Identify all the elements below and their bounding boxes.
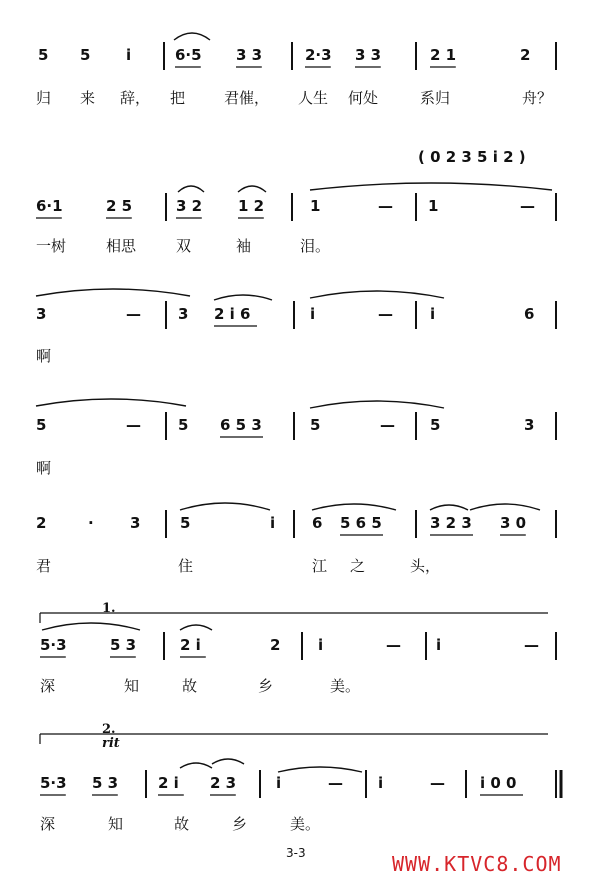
note-token: 5 3	[92, 774, 119, 792]
note-token: 5	[430, 416, 441, 434]
note-token: 6·5	[175, 46, 202, 64]
lyric-word: 啊	[36, 347, 52, 365]
note-token: 2 3	[210, 774, 237, 792]
slur-arc	[430, 505, 468, 510]
lyric-word: 知	[108, 815, 124, 833]
note-token: i	[430, 305, 436, 323]
lyric-word: 深	[40, 815, 56, 833]
note-token: i	[318, 636, 324, 654]
slur-arc	[238, 186, 266, 192]
note-token: i	[270, 514, 276, 532]
slur-arc	[42, 623, 140, 630]
note-token: 6	[312, 514, 323, 532]
note-token: 3 3	[236, 46, 263, 64]
lyric-word: 人生	[298, 89, 329, 107]
note-token: 3 2	[176, 197, 203, 215]
lyric-word: 舟？	[522, 89, 553, 107]
lyric-word: 美。	[330, 677, 361, 695]
note-token: 5·3	[40, 636, 67, 654]
note-token: 2 1	[430, 46, 457, 64]
note-token: 5	[180, 514, 191, 532]
note-token: 5 3	[110, 636, 137, 654]
note-token: i 0 0	[480, 774, 517, 792]
lyric-word: 泪。	[300, 237, 331, 255]
note-token: 3	[524, 416, 535, 434]
note-token: 2 5	[106, 197, 133, 215]
note-token: 5	[310, 416, 321, 434]
note-token: —	[524, 636, 539, 654]
slur-arc	[174, 33, 210, 40]
lyric-word: 君催，	[224, 89, 270, 107]
note-token: i	[310, 305, 316, 323]
note-token: 3	[36, 305, 47, 323]
lyric-word: 双	[176, 237, 192, 255]
lyric-word: 故	[174, 815, 190, 833]
note-token: 6	[524, 305, 535, 323]
note-token: 2	[36, 514, 47, 532]
intro-phrase: ( 0 2 3 5 i 2 )	[418, 148, 526, 166]
note-token: 1	[428, 197, 439, 215]
note-token: 1	[310, 197, 321, 215]
note-token: 5	[36, 416, 47, 434]
slur-arc	[36, 399, 186, 406]
note-token: 3	[130, 514, 141, 532]
slur-arc	[278, 767, 362, 772]
lyric-word: 住	[178, 557, 194, 575]
note-token: 2	[520, 46, 531, 64]
watermark: WWW.KTVC8.COM	[392, 852, 562, 876]
note-token: —	[328, 774, 343, 792]
lyric-word: 乡	[232, 815, 248, 833]
lyric-word: 之	[350, 557, 366, 575]
lyric-word: 把	[170, 89, 186, 107]
note-token: —	[386, 636, 401, 654]
lyric-word: 乡	[258, 677, 274, 695]
note-token: 3 2 3	[430, 514, 472, 532]
note-token: i	[276, 774, 282, 792]
lyric-word: 何处	[348, 89, 379, 107]
note-token: 2	[270, 636, 281, 654]
slur-arc	[310, 291, 444, 298]
note-token: 3 3	[355, 46, 382, 64]
slur-arc	[310, 183, 552, 190]
lyric-word: 啊	[36, 459, 52, 477]
lyric-word: 辞，	[120, 89, 151, 107]
note-token: 3 0	[500, 514, 527, 532]
lyric-word: 一树	[36, 237, 67, 255]
tempo-marking: rit	[102, 736, 120, 751]
note-token: 5	[80, 46, 91, 64]
lyric-word: 来	[80, 89, 96, 107]
lyric-word: 深	[40, 677, 56, 695]
note-token: 2·3	[305, 46, 332, 64]
note-token: i	[436, 636, 442, 654]
note-token: 5	[38, 46, 49, 64]
note-token: —	[380, 416, 395, 434]
note-token: 2 i	[158, 774, 179, 792]
note-token: —	[520, 197, 535, 215]
slur-arc	[312, 504, 396, 510]
slur-arc	[36, 289, 190, 296]
note-token: 2 i	[180, 636, 201, 654]
lyric-word: 相思	[106, 237, 137, 255]
note-token: —	[430, 774, 445, 792]
page-number: 3-3	[286, 846, 306, 860]
note-token: 1 2	[238, 197, 265, 215]
lyric-word: 系归	[420, 89, 451, 107]
lyric-word: 君	[36, 557, 52, 575]
volta-number: 1.	[102, 601, 116, 616]
note-token: ·	[88, 514, 94, 532]
note-token: —	[378, 197, 393, 215]
note-token: —	[126, 305, 141, 323]
volta-number: 2.	[102, 722, 116, 737]
lyric-word: 头，	[410, 557, 441, 575]
note-token: 5 6 5	[340, 514, 382, 532]
slur-arc	[212, 759, 244, 764]
note-token: i	[378, 774, 384, 792]
slur-arc	[180, 503, 270, 510]
note-token: 5·3	[40, 774, 67, 792]
note-token: 6·1	[36, 197, 63, 215]
lyric-word: 美。	[290, 815, 321, 833]
note-token: —	[378, 305, 393, 323]
lyric-word: 故	[182, 677, 198, 695]
lyric-word: 江	[312, 557, 328, 575]
lyric-word: 归	[36, 89, 52, 107]
slur-arc	[470, 504, 540, 510]
note-token: i	[126, 46, 132, 64]
note-token: —	[126, 416, 141, 434]
note-token: 3	[178, 305, 189, 323]
slur-arc	[178, 186, 204, 192]
slur-arc	[310, 401, 444, 408]
lyric-word: 知	[124, 677, 140, 695]
note-token: 2 i 6	[214, 305, 251, 323]
slur-arc	[180, 763, 212, 768]
note-token: 6 5 3	[220, 416, 262, 434]
slur-arc	[214, 295, 272, 300]
slur-arc	[180, 625, 212, 630]
lyric-word: 袖	[236, 237, 252, 255]
note-token: 5	[178, 416, 189, 434]
